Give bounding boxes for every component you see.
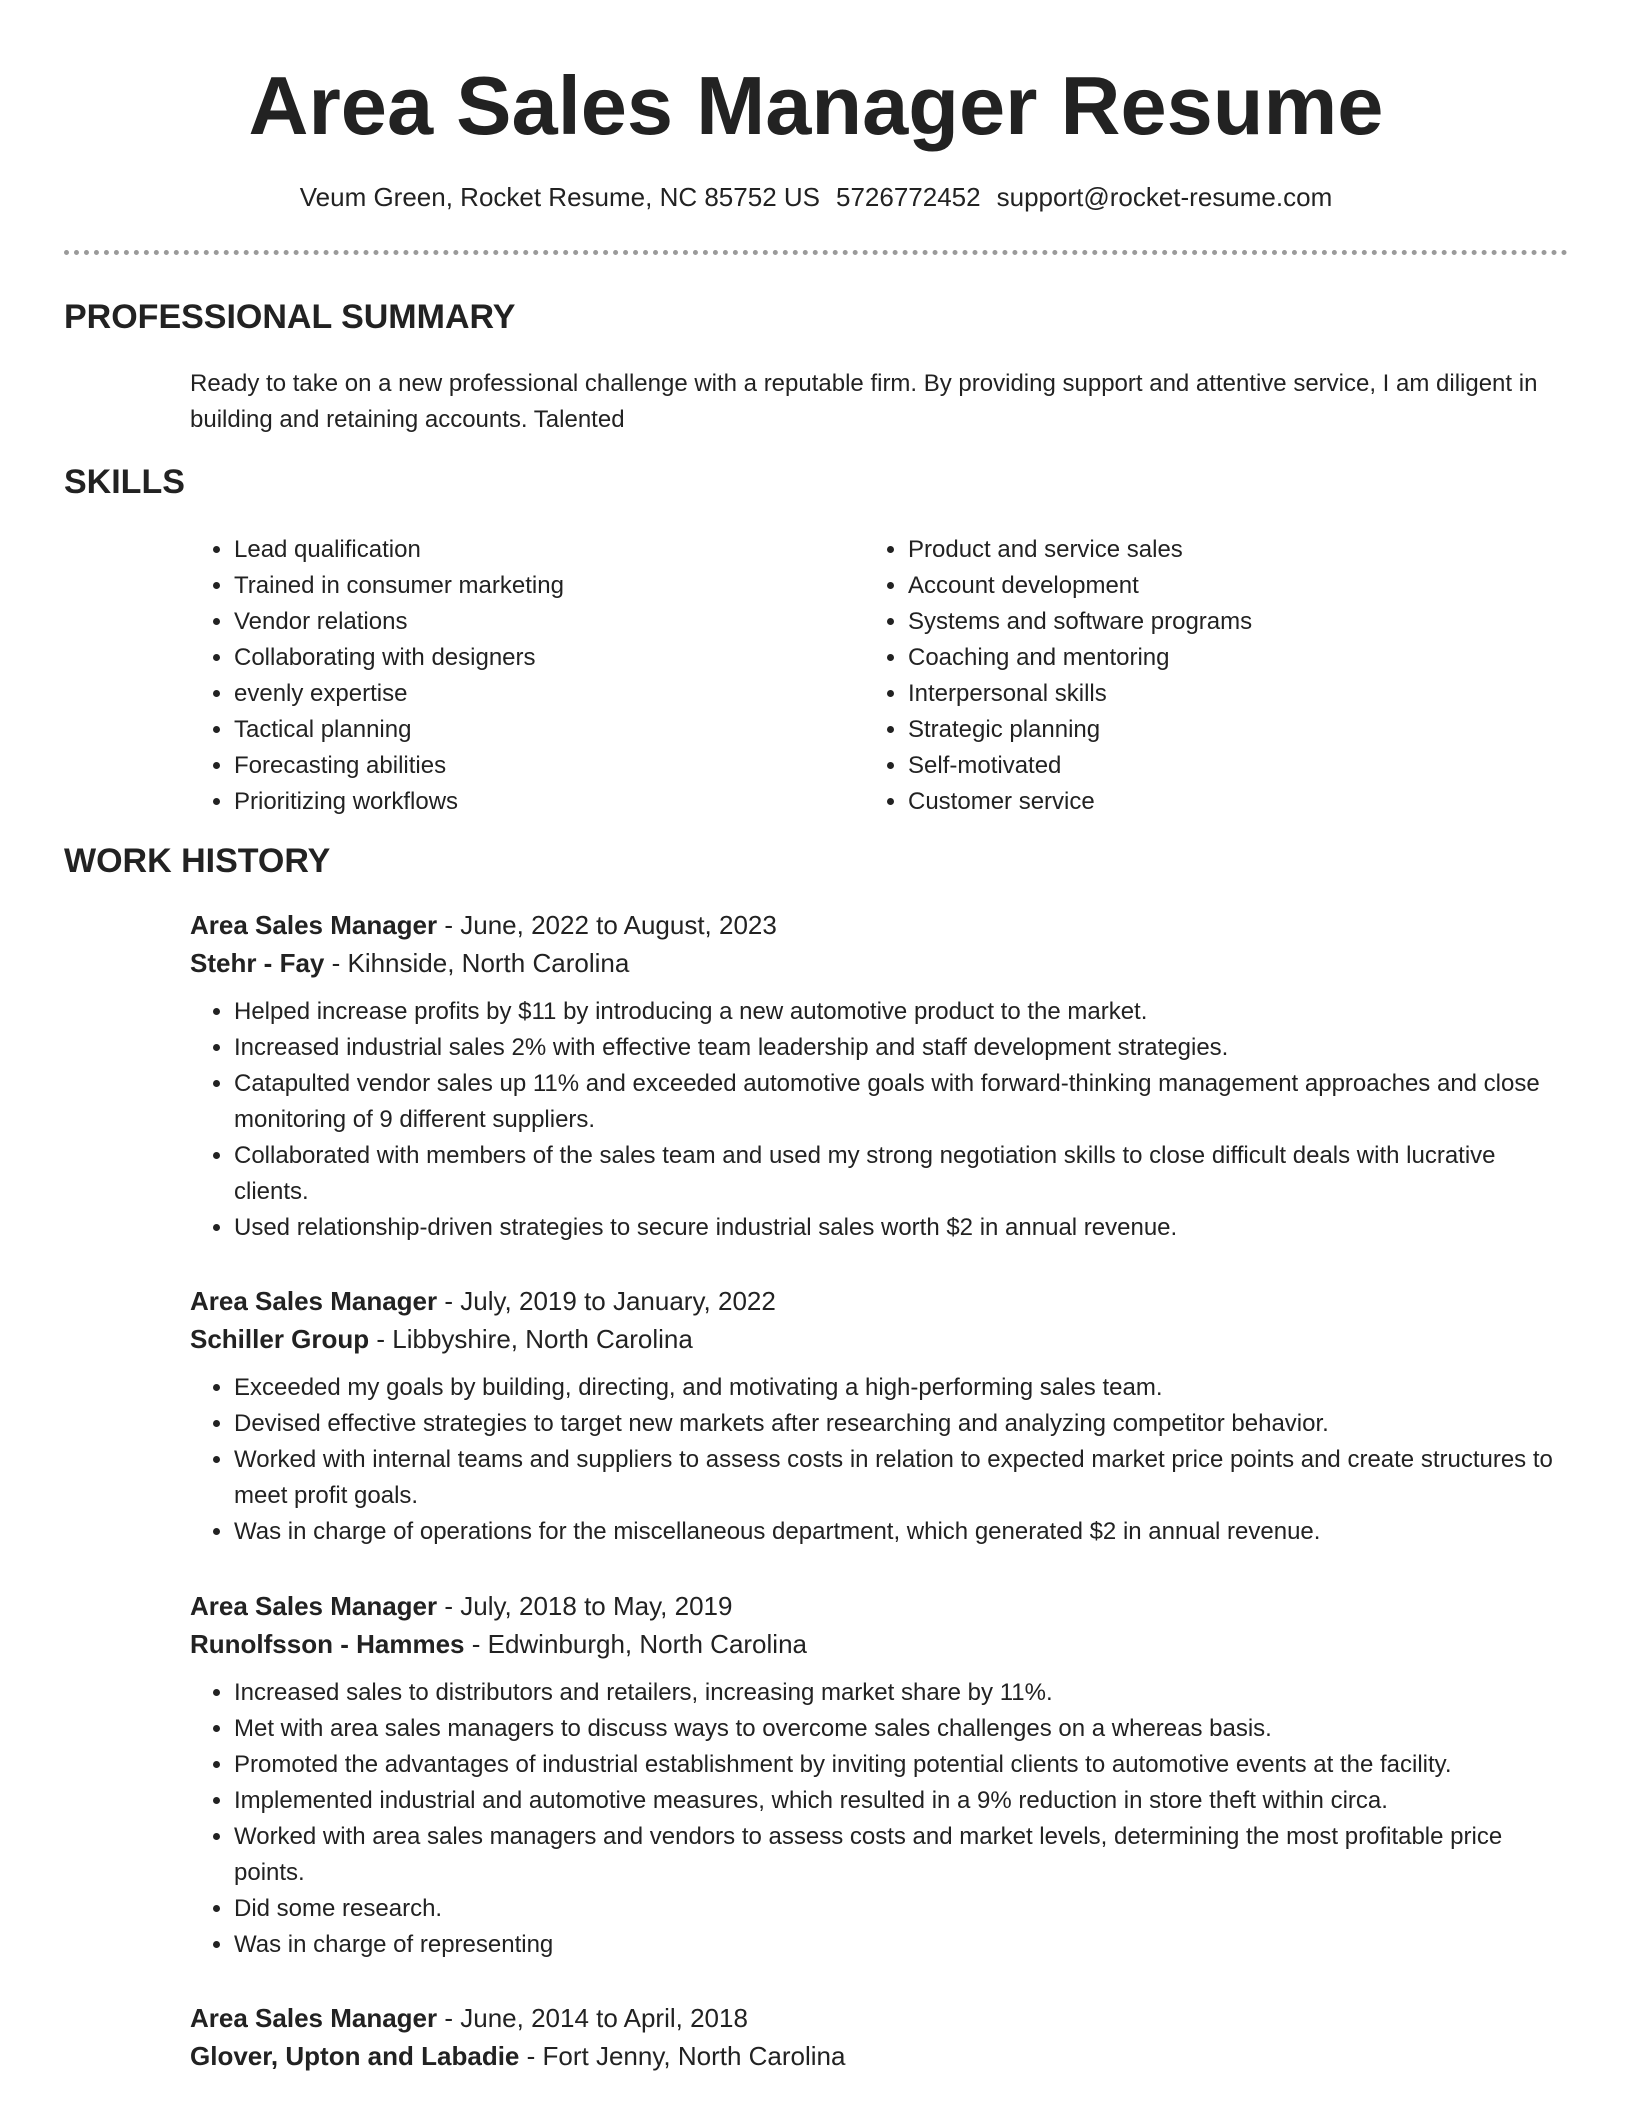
job-company: Stehr - Fay [190,948,325,978]
job-role: Area Sales Manager [190,1591,438,1621]
job-title-line [190,906,1570,944]
job-role: Area Sales Manager [190,2003,438,2033]
contact-address: Veum Green, Rocket Resume, NC 85752 US [299,182,820,212]
job-title-line [190,1282,1570,1320]
job-title-line [190,1587,1570,1625]
job-bullet: • Worked with area sales managers and vendors to assess costs and market levels, determining the most profitable price points. [234,1819,1570,1891]
job-location: - Fort Jenny, North Carolina [519,2041,846,2071]
contact-line [0,180,1632,214]
skill-item: • Vendor relations [234,604,564,640]
skill-item: • Customer service [908,784,1252,820]
job-bullet: • Worked with internal teams and suppliers to assess costs in relation to expected market price points and create structures to meet profit goals. [234,1442,1570,1514]
skill-item: • Prioritizing workflows [234,784,564,820]
skill-item: • Collaborating with designers [234,640,564,676]
job-entry [190,1587,1570,1963]
job-bullet: • Exceeded my goals by building, directing, and motivating a high-performing sales team. [234,1370,1570,1406]
job-bullet: • Promoted the advantages of industrial establishment by inviting potential clients to automotive events at the facility. [234,1747,1570,1783]
contact-phone: 5726772452 [836,182,981,212]
job-company: Schiller Group [190,1324,370,1354]
summary-heading: PROFESSIONAL SUMMARY [64,298,516,336]
skill-item: • Trained in consumer marketing [234,568,564,604]
skill-item: • Tactical planning [234,712,564,748]
job-company: Runolfsson - Hammes [190,1629,465,1659]
job-bullet: • Used relationship-driven strategies to secure industrial sales worth $2 in annual revenue. [234,1210,1570,1246]
job-bullet: • Increased industrial sales 2% with effective team leadership and staff development strategies. [234,1030,1570,1066]
skill-item: • Systems and software programs [908,604,1252,640]
job-bullet: • Did some research. [234,1891,1570,1927]
job-bullet: • Helped increase profits by $11 by introducing a new automotive product to the market. [234,994,1570,1030]
job-bullets [190,994,1570,1246]
job-entry [190,1282,1570,1550]
job-location: - Libbyshire, North Carolina [369,1324,693,1354]
job-bullet: • Was in charge of operations for the miscellaneous department, which generated $2 in annual revenue. [234,1514,1570,1550]
job-entry [190,1999,1570,2075]
job-bullet: • Was in charge of representing [234,1927,1570,1963]
job-location: - Edwinburgh, North Carolina [464,1629,807,1659]
skill-item: • Strategic planning [908,712,1252,748]
job-dates: - June, 2014 to April, 2018 [437,2003,748,2033]
job-bullet: • Collaborated with members of the sales team and used my strong negotiation skills to close difficult deals with lucrative clients. [234,1138,1570,1210]
job-dates: - July, 2018 to May, 2019 [437,1591,733,1621]
job-company-line [190,1625,1570,1663]
job-bullets [190,1370,1570,1550]
skill-item: • Self-motivated [908,748,1252,784]
job-dates: - June, 2022 to August, 2023 [437,910,777,940]
work-history-heading: WORK HISTORY [64,842,331,880]
skill-item: • Interpersonal skills [908,676,1252,712]
skills-list-left [190,532,564,820]
job-title-line [190,1999,1570,2037]
job-bullet: • Implemented industrial and automotive measures, which resulted in a 9% reduction in store theft within circa. [234,1783,1570,1819]
skill-item: • evenly expertise [234,676,564,712]
job-company-line [190,1320,1570,1358]
skill-item: • Forecasting abilities [234,748,564,784]
job-location: - Kihnside, North Carolina [324,948,630,978]
resume-title: Area Sales Manager Resume [248,59,1384,152]
skill-item: • Product and service sales [908,532,1252,568]
summary-text: Ready to take on a new professional challenge with a reputable firm. By providing support and attentive service, I am diligent in building and retaining accounts. Talented [190,370,1538,433]
skill-item: • Account development [908,568,1252,604]
contact-email: support@rocket-resume.com [996,182,1333,212]
job-entry [190,906,1570,1246]
skill-item: • Lead qualification [234,532,564,568]
job-role: Area Sales Manager [190,910,438,940]
job-bullet: • Devised effective strategies to target new markets after researching and analyzing competitor behavior. [234,1406,1570,1442]
job-company-line [190,944,1570,982]
skills-heading: SKILLS [64,463,185,501]
skills-list-right [864,532,1252,820]
job-company-line [190,2037,1570,2075]
job-company: Glover, Upton and Labadie [190,2041,520,2071]
job-role: Area Sales Manager [190,1286,438,1316]
job-bullet: • Increased sales to distributors and retailers, increasing market share by 11%. [234,1675,1570,1711]
job-dates: - July, 2019 to January, 2022 [437,1286,776,1316]
dotted-divider [64,250,1568,255]
skill-item: • Coaching and mentoring [908,640,1252,676]
job-bullet: • Met with area sales managers to discuss ways to overcome sales challenges on a whereas basis. [234,1711,1570,1747]
job-bullet: • Catapulted vendor sales up 11% and exceeded automotive goals with forward-thinking management approaches and close monitoring of 9 different suppliers. [234,1066,1570,1138]
job-bullets [190,1675,1570,1963]
